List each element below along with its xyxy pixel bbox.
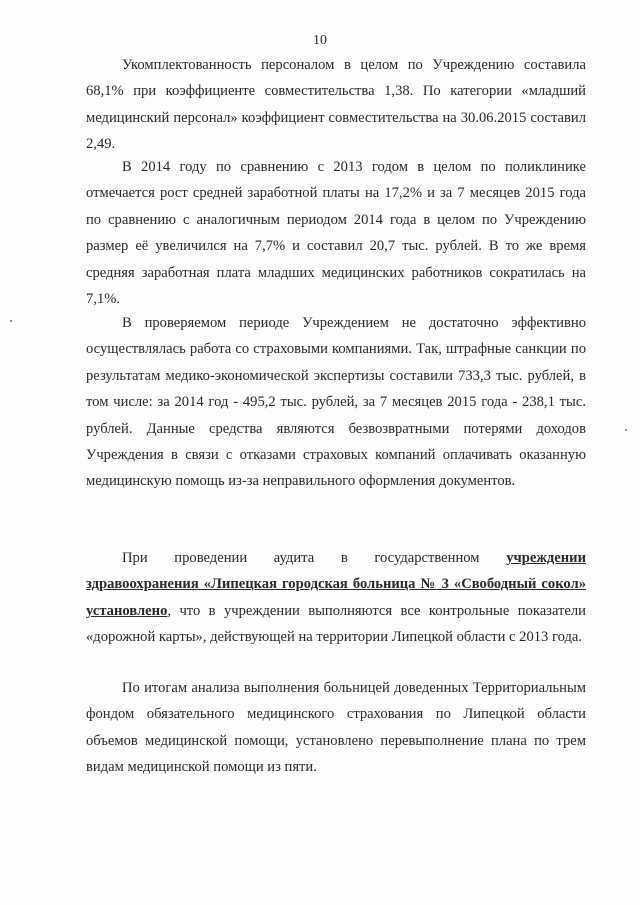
paragraph-text — [86, 545, 586, 651]
paragraph-text: В 2014 году по сравнению с 2013 годом в целом по поликлинике отмечается рост средней заработной платы на 17,2% и за 7 месяцев 2015 года по сравнению с аналогичным периодом 2014 года в целом по Учреждению размер её увеличился на 7,7% и составил 20,7 тыс. рублей. В то же время средняя заработная плата младших медицинских работников сократилась на 7,1%. — [86, 159, 586, 308]
paragraph-text: Укомплектованность персоналом в целом по Учреждению составила 68,1% при коэффициенте совместительства 1,38. По категории «младший медицинский персонал» коэффициент совместительства на 30.06.2015 составил 2,49. — [86, 57, 586, 153]
paragraph-text: В проверяемом периоде Учреждением не достаточно эффективно осуществлялась работа со страховыми компаниями. Так, штрафные санкции по результатам медико-экономической экспертизы составили 733,3 тыс. рублей, в том числе: за 2014 год - 495,2 тыс. рублей, за 7 месяцев 2015 года - 238,1 тыс. рублей. Данные средства являются безвозвратными потерями доходов Учреждения в связи с отказами страховых компаний оплачивать оказанную медицинскую помощь из-за неправильного оформления документов. — [86, 315, 586, 490]
scan-speck — [625, 429, 627, 431]
page-number: 10 — [313, 33, 327, 48]
paragraph-plan — [86, 675, 586, 781]
paragraph-text: По итогам анализа выполнения больницей доведенных Территориальным фондом обязательного медицинского страхования по Липецкой области объемов медицинской помощи, установлено перевыполнение плана по трем видам медицинской помощи из пяти. — [86, 680, 586, 776]
paragraph-salary — [86, 154, 586, 312]
paragraph-text-lead: При проведении аудита в государственном — [122, 550, 507, 566]
paragraph-text-rest: , что в учреждении выполняются все контрольные показатели «дорожной карты», действующей на территории Липецкой области с 2013 года. — [86, 602, 586, 646]
paragraph-insurance — [86, 310, 586, 495]
underlined-institution-name: учреждении здравоохранения «Липецкая городская больница № 3 «Свободный сокол» установлено — [86, 550, 586, 619]
paragraph-audit — [86, 545, 586, 651]
scan-speck — [10, 320, 12, 322]
paragraph-staffing — [86, 52, 586, 158]
